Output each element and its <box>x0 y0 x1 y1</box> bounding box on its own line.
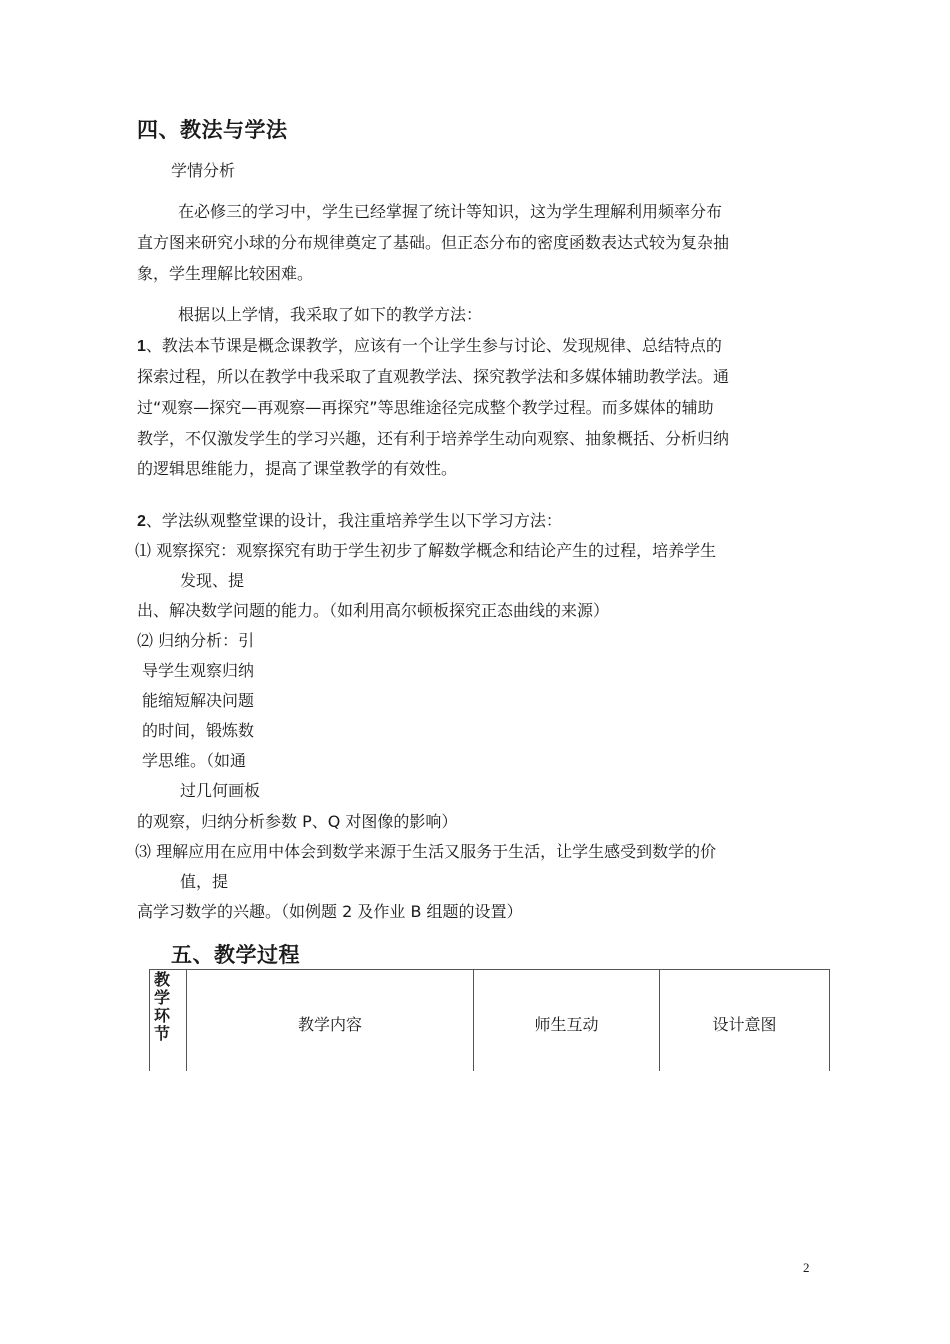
para1-line: 象，学生理解比较困难。 <box>137 264 314 283</box>
table-header-interaction: 师生互动 <box>534 1015 599 1034</box>
item2-number: 2 <box>137 513 146 530</box>
item1-line: 的逻辑思维能力，提高了课堂教学的有效性。 <box>137 459 458 478</box>
sub3-line: 高学习数学的兴趣。（如例题 2 及作业 B 组题的设置） <box>137 902 523 921</box>
para1-line: 在必修三的学习中，学生已经掌握了统计等知识，这为学生理解利用频率分布 <box>178 202 723 221</box>
sub3-line: 值，提 <box>180 872 229 891</box>
table-header-intent: 设计意图 <box>712 1015 777 1034</box>
item2-line: 2、学法纵观整堂课的设计，我注重培养学生以下学习方法： <box>137 511 562 530</box>
table-header-content: 教学内容 <box>297 1015 362 1034</box>
table-col-border <box>829 969 830 1071</box>
sub1-line: ⑴ 观察探究：观察探究有助于学生初步了解数学概念和结论产生的过程，培养学生 <box>135 541 717 560</box>
sub2-line: 能缩短解决问题 <box>142 691 255 710</box>
table-top-border <box>149 969 830 970</box>
sub2-line: 的时间，锻炼数 <box>142 721 255 740</box>
section5-title: 五、教学过程 <box>171 943 300 967</box>
sub1-line: 出、解决数学问题的能力。（如利用高尔顿板探究正态曲线的来源） <box>137 601 610 620</box>
sub2-line: ⑵ 归纳分析：引 <box>137 631 255 650</box>
table-header-stage: 教学环节 <box>153 970 170 1043</box>
item1-line: 探索过程，所以在教学中我采取了直观教学法、探究教学法和多媒体辅助教学法。通 <box>137 367 730 386</box>
sub2-line: 导学生观察归纳 <box>142 661 255 680</box>
section4-subtitle: 学情分析 <box>171 161 236 180</box>
sub2-line: 的观察，归纳分析参数 P、Q 对图像的影响） <box>137 812 458 831</box>
page-number: 2 <box>803 1260 810 1275</box>
item1-line: 教学，不仅激发学生的学习兴趣，还有利于培养学生动向观察、抽象概括、分析归纳 <box>137 429 730 448</box>
sub2-line: 学思维。（如通 <box>142 751 247 770</box>
item1-line: 1、教法本节课是概念课教学，应该有一个让学生参与讨论、发现规律、总结特点的 <box>137 336 722 355</box>
methods-intro: 根据以上学情，我采取了如下的教学方法： <box>178 305 483 324</box>
section4-title: 四、教法与学法 <box>137 118 288 142</box>
para1-line: 直方图来研究小球的分布规律奠定了基础。但正态分布的密度函数表达式较为复杂抽 <box>137 233 730 252</box>
item1-number: 1 <box>137 338 146 355</box>
sub3-line: ⑶ 理解应用在应用中体会到数学来源于生活又服务于生活，让学生感受到数学的价 <box>135 842 717 861</box>
sub2-line: 过几何画板 <box>180 781 261 800</box>
item1-line: 过“观察—探究—再观察—再探究”等思维途径完成整个教学过程。而多媒体的辅助 <box>137 398 714 417</box>
sub1-line: 发现、提 <box>180 571 245 590</box>
